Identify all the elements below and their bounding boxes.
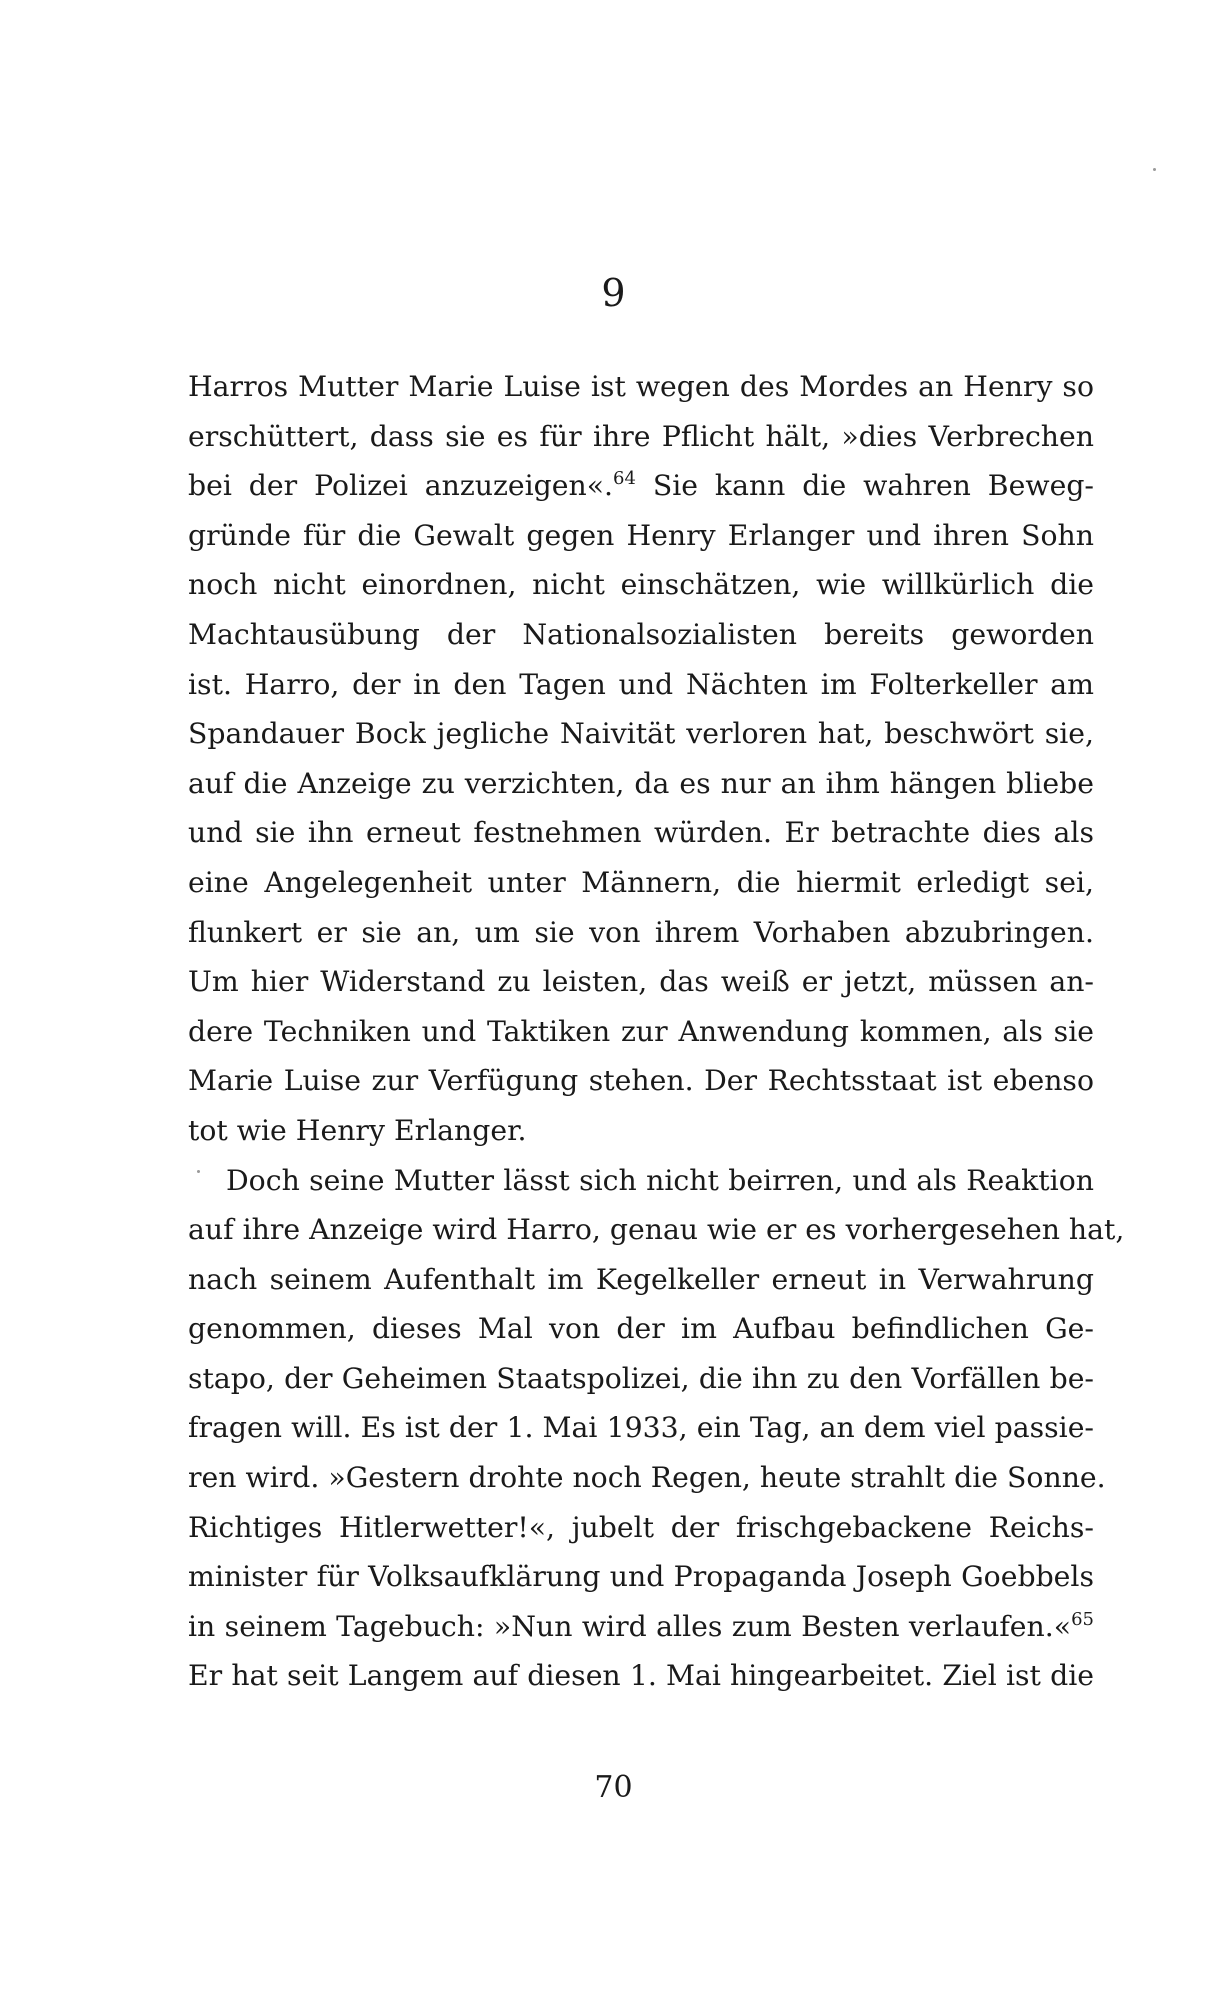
text-line: minister für Volksaufklärung und Propaganda Joseph Goebbels [188, 1560, 1094, 1594]
text-line: fragen will. Es ist der 1. Mai 1933, ein Tag, an dem viel passie- [188, 1411, 1094, 1445]
text-line: Spandauer Bock jegliche Naivität verloren hat, beschwört sie, [188, 717, 1094, 751]
text-line: genommen, dieses Mal von der im Aufbau befindlichen Ge- [188, 1312, 1094, 1346]
footnote-ref-65: 65 [1071, 1608, 1094, 1630]
text-line: auf die Anzeige zu verzichten, da es nur an ihm hängen bliebe [188, 766, 1094, 800]
text-line: bei der Polizei anzuzeigen«.$^{64}$ Sie kann die wahren Beweg- [188, 468, 1094, 503]
text-line: noch nicht einordnen, nicht einschätzen, wie willkürlich die [188, 568, 1094, 602]
chapter-number: 9 [601, 271, 626, 315]
text-line: Machtausübung der Nationalsozialisten bereits geworden [188, 617, 1094, 651]
text-line: Harros Mutter Marie Luise ist wegen des Mordes an Henry so [188, 370, 1094, 403]
text-line: ren wird. »Gestern drohte noch Regen, heute strahlt die Sonne. [188, 1461, 1106, 1495]
text-line: dere Techniken und Taktiken zur Anwendung kommen, als sie [188, 1014, 1094, 1048]
text-line: gründe für die Gewalt gegen Henry Erlanger und ihren Sohn [188, 518, 1094, 552]
text-line: nach seinem Aufenthalt im Kegelkeller erneut in Verwahrung [188, 1262, 1094, 1296]
text-line: Richtiges Hitlerwetter!«, jubelt der frischgebackene Reichs- [188, 1510, 1094, 1544]
text-line: in seinem Tagebuch: »Nun wird alles zum Besten verlaufen.«$^{65}$ [188, 1608, 1094, 1643]
text-line: und sie ihn erneut festnehmen würden. Er betrachte dies als [188, 816, 1094, 850]
text-line: stapo, der Geheimen Staatspolizei, die ihn zu den Vorfällen be- [188, 1361, 1094, 1395]
body-text [188, 362, 1125, 1701]
text-line: Er hat seit Langem auf diesen 1. Mai hingearbeitet. Ziel ist die [188, 1659, 1094, 1693]
text-line: flunkert er sie an, um sie von ihrem Vorhaben abzubringen. [188, 915, 1094, 949]
text-line: tot wie Henry Erlanger. [188, 1113, 527, 1147]
margin-speck [1153, 168, 1156, 171]
footnote-ref-64: 64 [613, 468, 636, 490]
text-line: eine Angelegenheit unter Männern, die hiermit erledigt sei, [188, 865, 1094, 899]
text-line: Um hier Widerstand zu leisten, das weiß er jetzt, müssen an- [188, 965, 1094, 999]
text-line: Marie Luise zur Verfügung stehen. Der Rechtsstaat ist ebenso [188, 1064, 1094, 1098]
text-line: Doch seine Mutter lässt sich nicht beirren, und als Reaktion [226, 1163, 1094, 1197]
text-line: auf ihre Anzeige wird Harro, genau wie er es vorhergesehen hat, [188, 1213, 1125, 1247]
page-number: 70 [594, 1770, 633, 1805]
text-line: erschüttert, dass sie es für ihre Pflicht hält, »dies Verbrechen [188, 419, 1094, 453]
text-line: ist. Harro, der in den Tagen und Nächten im Folterkeller am [188, 667, 1094, 701]
